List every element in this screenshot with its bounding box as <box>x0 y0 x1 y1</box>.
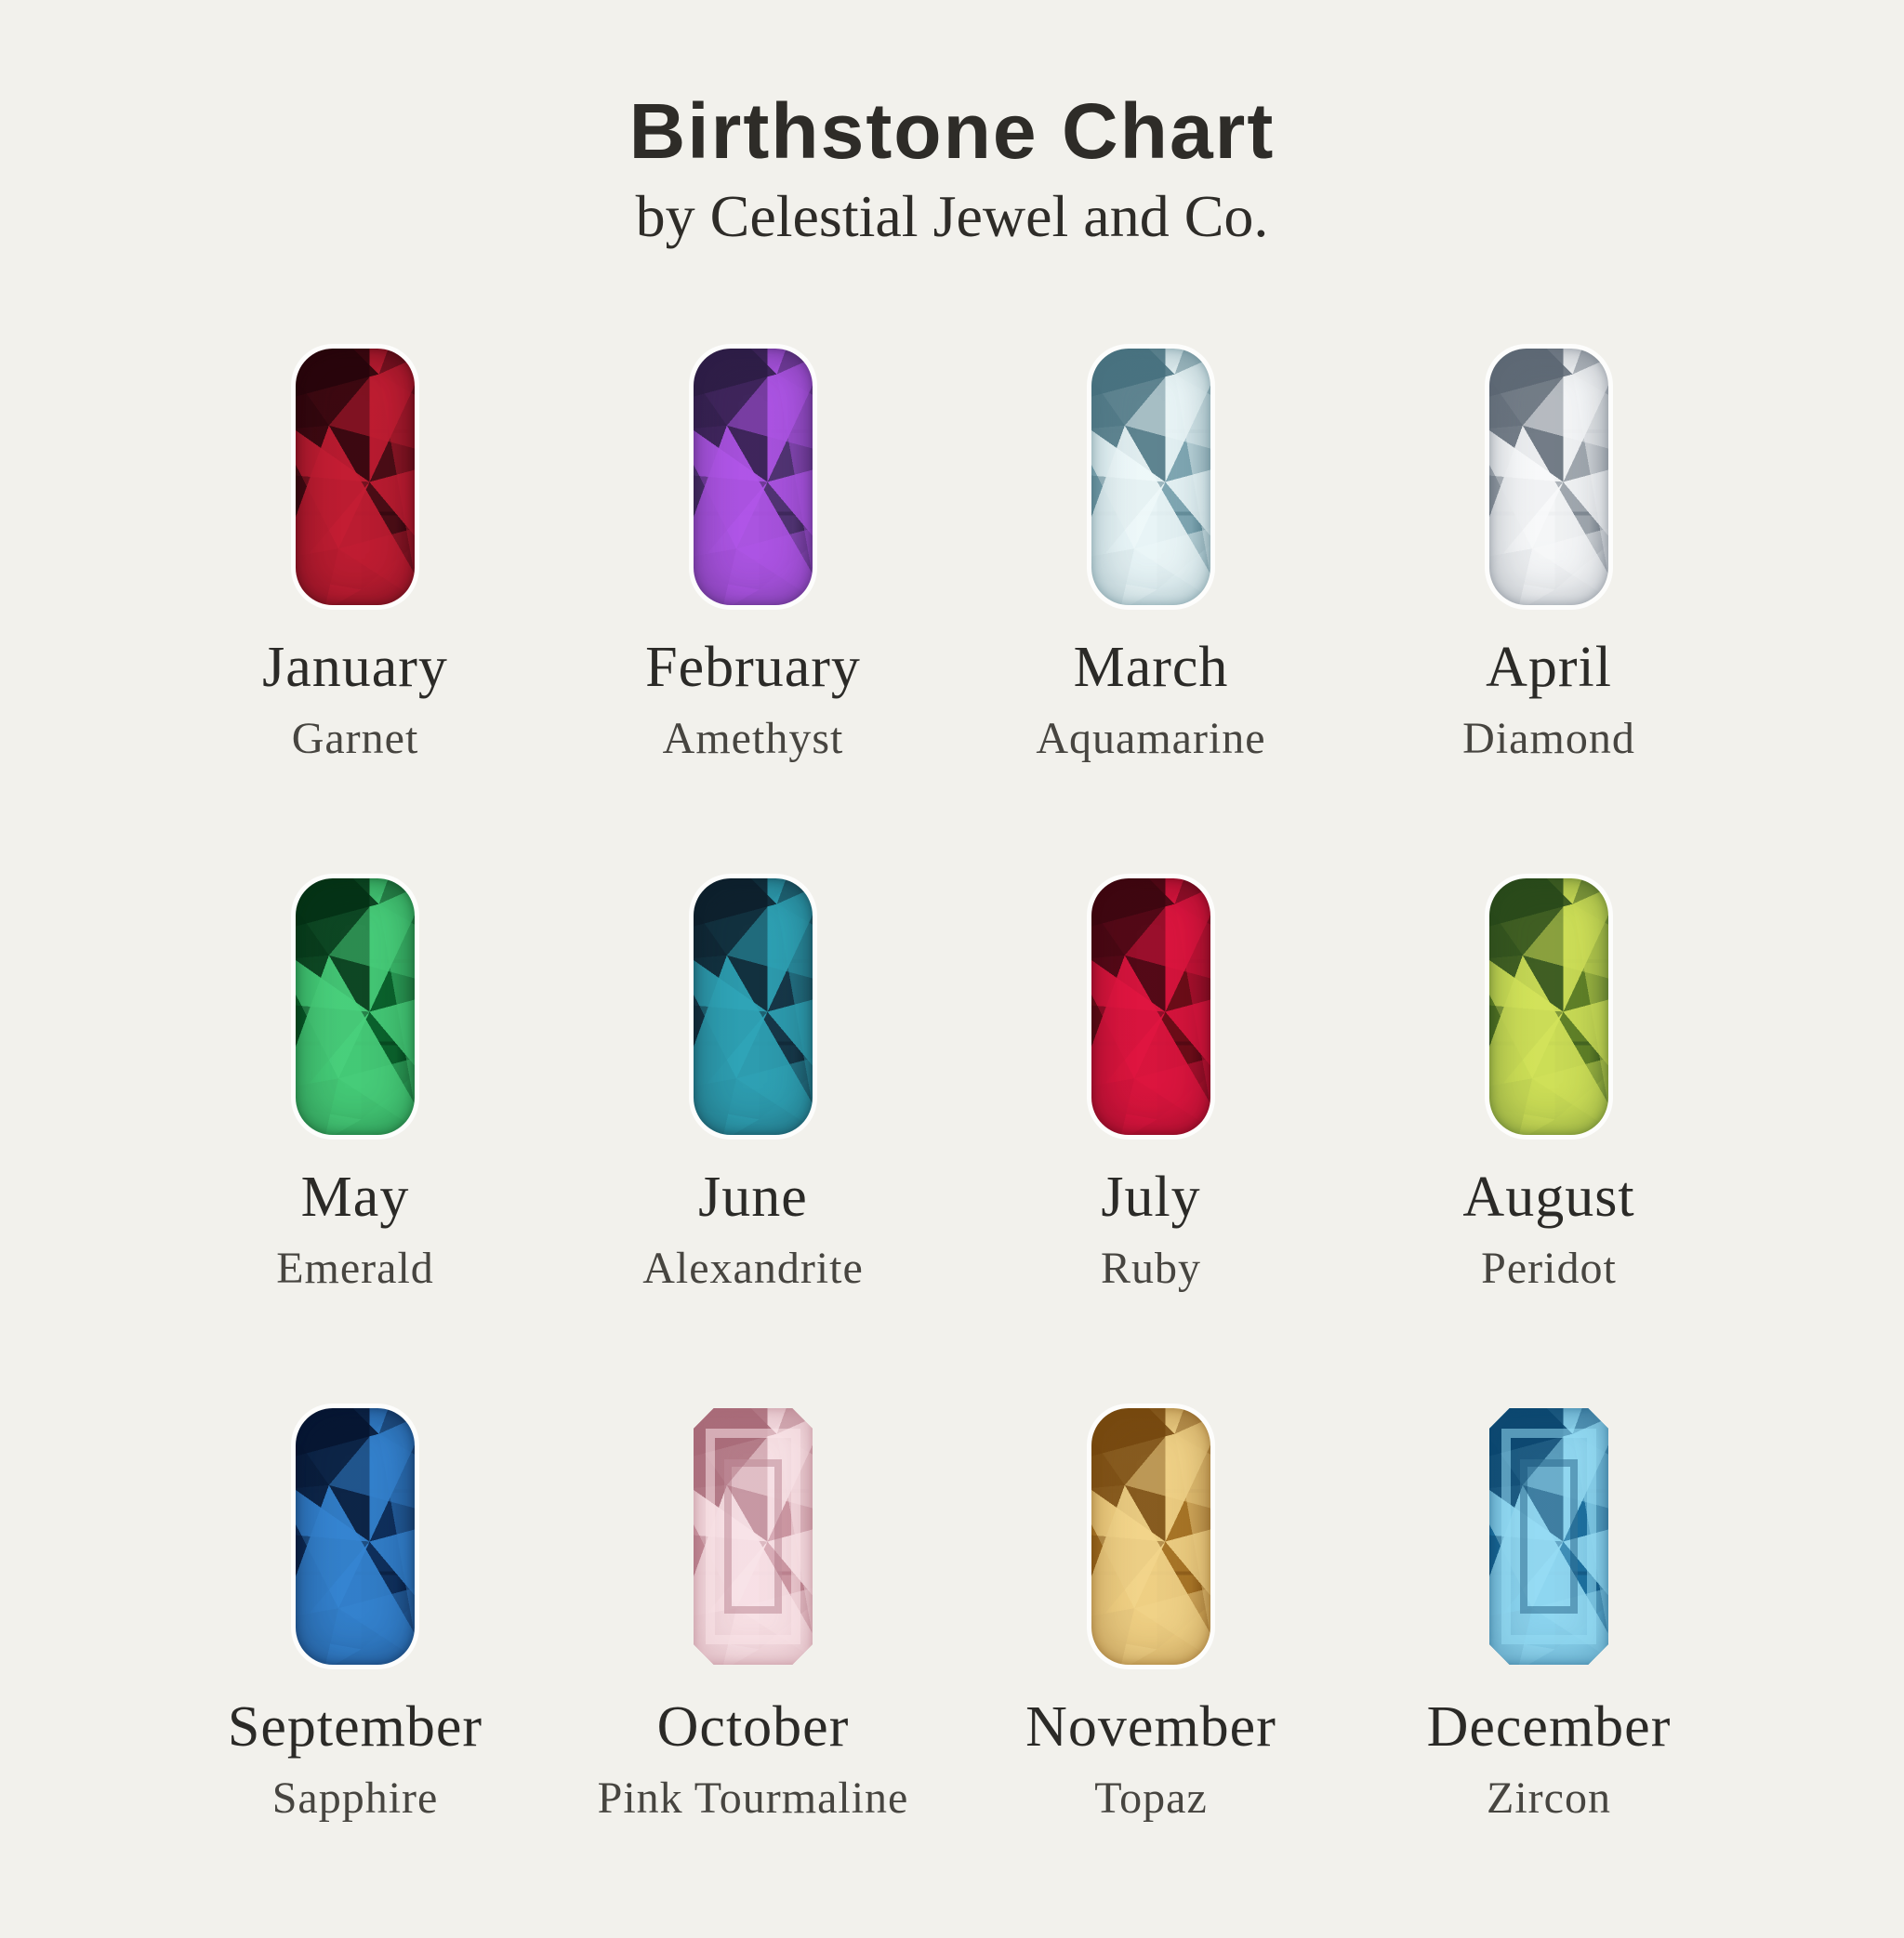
amethyst-gem-image <box>694 349 813 605</box>
gem-cell-december <box>1350 1408 1748 1938</box>
stone-label: Zircon <box>1487 1773 1611 1823</box>
stone-label: Diamond <box>1462 713 1635 763</box>
stone-label: Topaz <box>1094 1773 1208 1823</box>
month-label: June <box>698 1165 808 1229</box>
month-label: July <box>1101 1165 1201 1229</box>
month-label: August <box>1462 1165 1635 1229</box>
pink-tourmaline-gem-image <box>694 1408 813 1665</box>
header <box>0 0 1904 252</box>
stone-label: Ruby <box>1100 1243 1201 1293</box>
emerald-gem-image <box>296 878 415 1135</box>
stone-label: Peridot <box>1481 1243 1617 1293</box>
page-title: Birthstone Chart <box>628 87 1276 175</box>
month-label: February <box>645 635 861 699</box>
gem-cell-november <box>952 1408 1350 1938</box>
month-label: December <box>1426 1694 1672 1759</box>
gem-cell-august <box>1350 878 1748 1408</box>
ruby-gem-image <box>1091 878 1210 1135</box>
month-label: October <box>656 1694 850 1759</box>
gem-cell-may <box>156 878 554 1408</box>
zircon-gem-image <box>1489 1408 1608 1665</box>
stone-label: Emerald <box>276 1243 434 1293</box>
month-label: April <box>1486 635 1612 699</box>
gem-cell-october <box>554 1408 952 1938</box>
gem-cell-june <box>554 878 952 1408</box>
gem-cell-january <box>156 349 554 878</box>
gem-facet-frame-inner <box>724 1459 781 1614</box>
month-label: May <box>300 1165 410 1229</box>
gem-cell-september <box>156 1408 554 1938</box>
gem-cell-february <box>554 349 952 878</box>
gem-cell-march <box>952 349 1350 878</box>
month-label: November <box>1025 1694 1276 1759</box>
month-label: March <box>1073 635 1229 699</box>
stone-label: Amethyst <box>662 713 844 763</box>
aquamarine-gem-image <box>1091 349 1210 605</box>
month-label: September <box>227 1694 483 1759</box>
gem-grid <box>156 349 1748 1938</box>
sapphire-gem-image <box>296 1408 415 1665</box>
diamond-gem-image <box>1489 349 1608 605</box>
topaz-gem-image <box>1091 1408 1210 1665</box>
gem-cell-july <box>952 878 1350 1408</box>
page-subtitle: by Celestial Jewel and Co. <box>635 183 1269 250</box>
garnet-gem-image <box>296 349 415 605</box>
stone-label: Garnet <box>291 713 419 763</box>
peridot-gem-image <box>1489 878 1608 1135</box>
stone-label: Alexandrite <box>642 1243 864 1293</box>
stone-label: Aquamarine <box>1036 713 1266 763</box>
stone-label: Pink Tourmaline <box>597 1773 909 1823</box>
month-label: January <box>262 635 448 699</box>
stone-label: Sapphire <box>271 1773 439 1823</box>
alexandrite-gem-image <box>694 878 813 1135</box>
gem-facet-frame-inner <box>1520 1459 1577 1614</box>
gem-cell-april <box>1350 349 1748 878</box>
